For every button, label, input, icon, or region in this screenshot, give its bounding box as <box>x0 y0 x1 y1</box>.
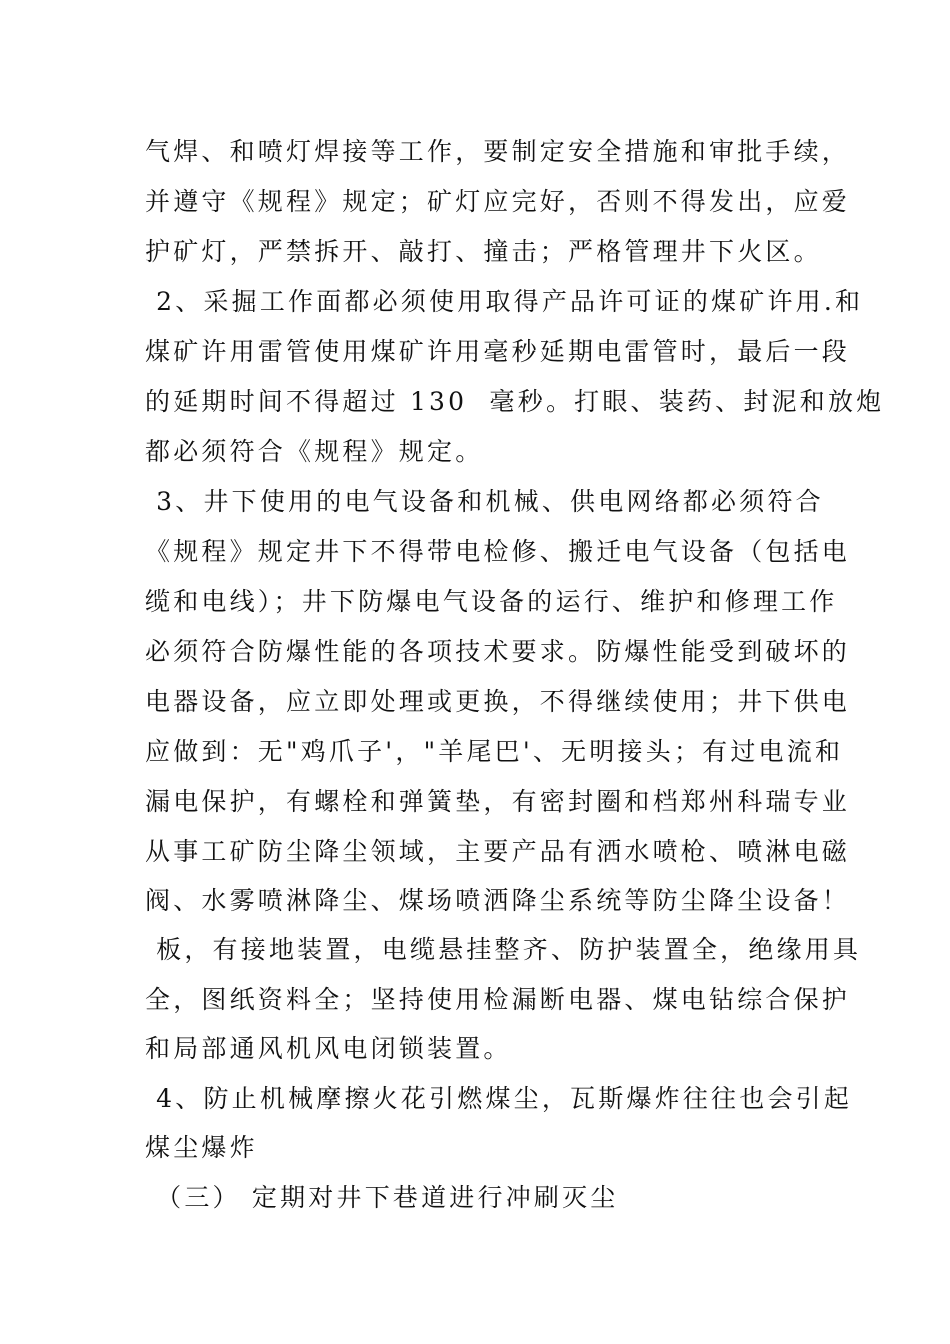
text-line: 煤尘爆炸 <box>145 1133 258 1162</box>
text-line: 板，有接地装置，电缆悬挂整齐、防护装置全，绝缘用具 <box>145 935 862 964</box>
text-line: 应做到：无"鸡爪子'，"羊尾巴'、无明接头；有过电流和 <box>145 737 844 766</box>
text-line: 煤矿许用雷管使用煤矿许用毫秒延期电雷管时，最后一段 <box>145 337 851 366</box>
text-line: 4、防止机械摩擦火花引燃煤尘，瓦斯爆炸往往也会引起 <box>145 1084 853 1113</box>
text-line: 和局部通风机风电闭锁装置。 <box>145 1034 512 1063</box>
text-line: 漏电保护，有螺栓和弹簧垫，有密封圈和档郑州科瑞专业 <box>145 787 851 816</box>
text-line: 全，图纸资料全；坚持使用检漏断电器、煤电钻综合保护 <box>145 985 851 1014</box>
text-line: 3、井下使用的电气设备和机械、供电网络都必须符合 <box>145 487 824 516</box>
text-line: 护矿灯，严禁拆开、敲打、撞击；严格管理井下火区。 <box>145 237 822 266</box>
text-line: 《规程》规定井下不得带电检修、搬迁电气设备（包括电 <box>145 537 851 566</box>
text-line: 缆和电线）；井下防爆电气设备的运行、维护和修理工作 <box>145 587 838 616</box>
text-line: 必须符合防爆性能的各项技术要求。防爆性能受到破坏的 <box>145 637 851 666</box>
text-line: 从事工矿防尘降尘领域，主要产品有洒水喷枪、喷淋电磁 <box>145 837 851 866</box>
section-heading: （三） 定期对井下巷道进行冲刷灭尘 <box>145 1183 619 1212</box>
text-line: 2、采掘工作面都必须使用取得产品许可证的煤矿许用.和 <box>145 287 864 316</box>
text-line: 都必须符合《规程》规定。 <box>145 437 484 466</box>
text-line: 电器设备，应立即处理或更换，不得继续使用；井下供电 <box>145 687 851 716</box>
text-line: 的延期时间不得超过 130 毫秒。打眼、装药、封泥和放炮 <box>145 387 885 416</box>
text-line: 并遵守《规程》规定；矿灯应完好，否则不得发出，应爱 <box>145 187 851 216</box>
text-line: 气焊、和喷灯焊接等工作，要制定安全措施和审批手续， <box>145 137 851 166</box>
text-line: 阀、水雾喷淋降尘、煤场喷洒降尘系统等防尘降尘设备！ <box>145 886 851 915</box>
